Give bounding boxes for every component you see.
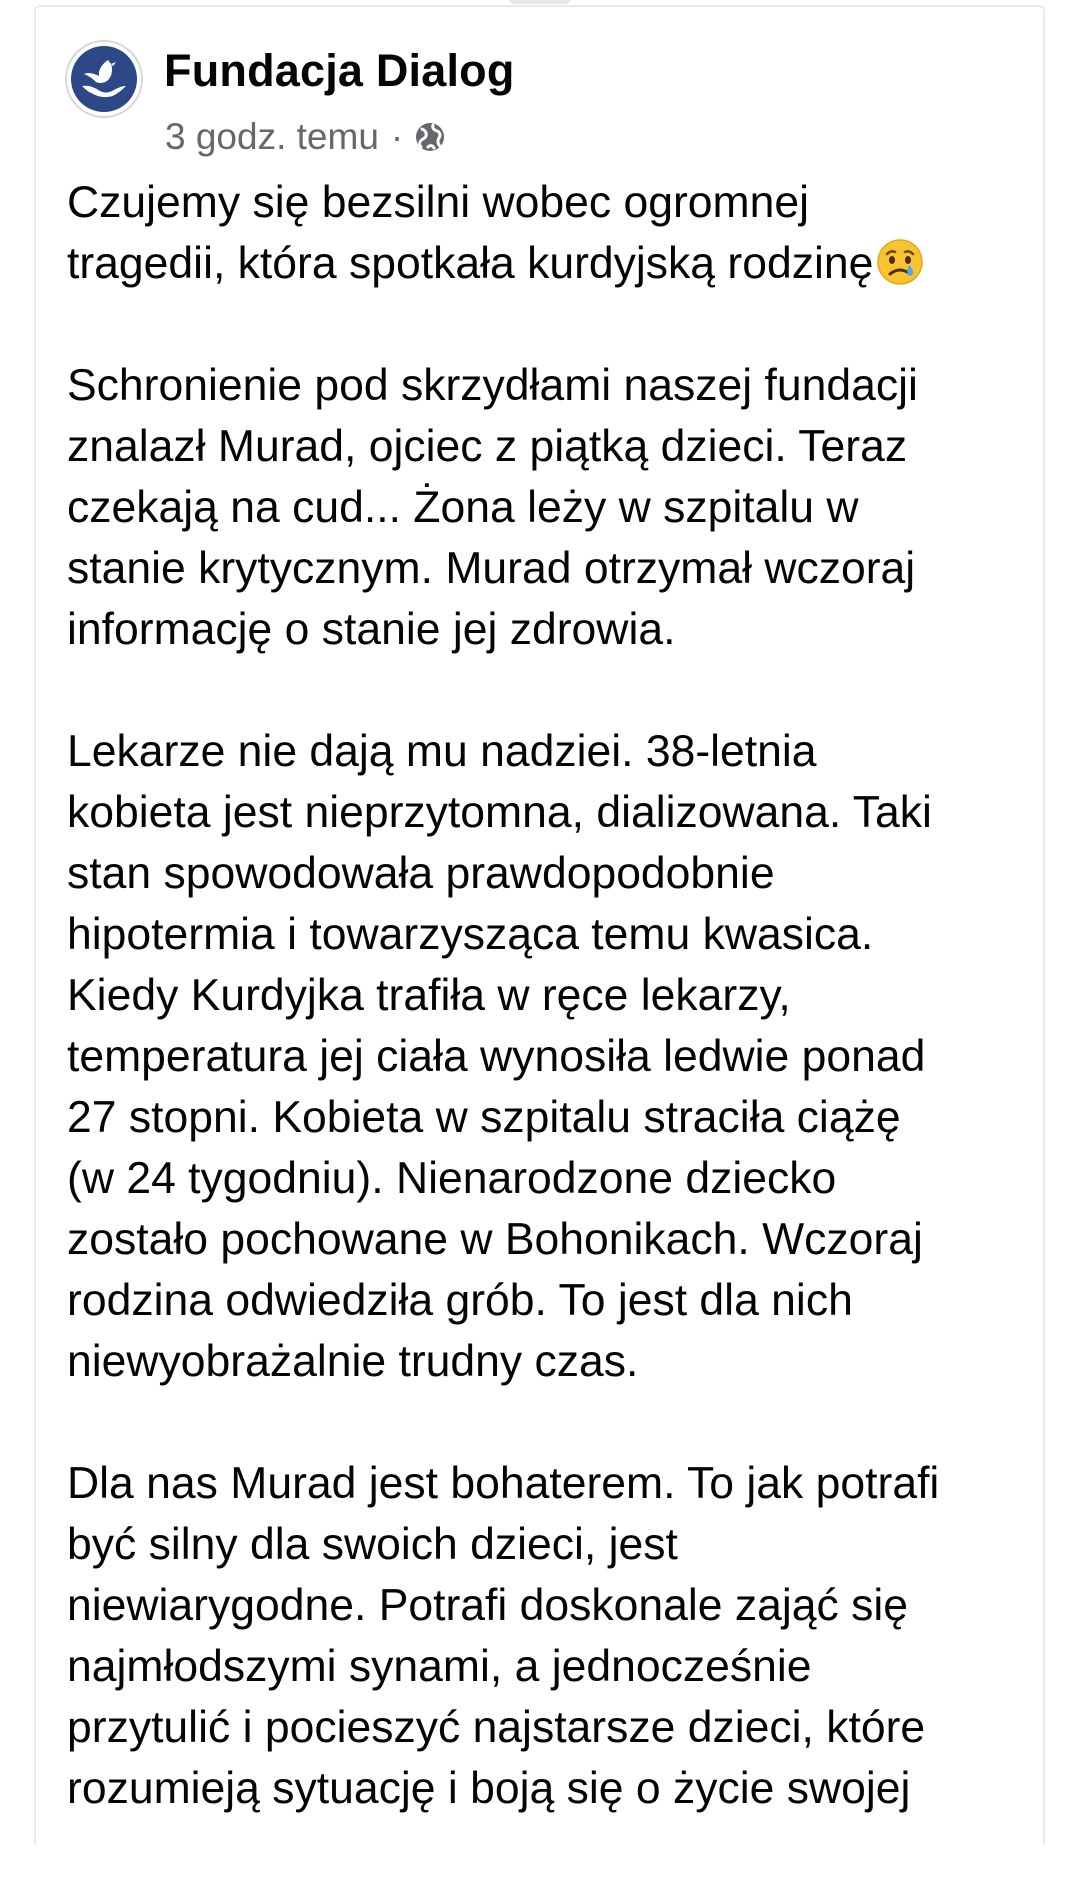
post-text: tragedii, która spotkała kurdyjską rodzinę — [67, 239, 874, 288]
post-text: Dla nas Murad jest bohaterem. To jak potrafi — [67, 1459, 940, 1508]
post-text-line — [67, 1026, 1047, 1087]
post-text: 27 stopni. Kobieta w szpitalu straciła ciążę — [67, 1093, 901, 1142]
post-text-line — [67, 538, 1047, 599]
globe-icon[interactable] — [413, 120, 447, 154]
post-text: stanie krytycznym. Murad otrzymał wczoraj — [67, 544, 916, 593]
post-text-line — [67, 1514, 1047, 1575]
post-text: hipotermia i towarzysząca temu kwasica. — [67, 910, 874, 959]
post-text-line — [67, 355, 1047, 416]
post-text: rozumieją sytuację i boją się o życie swojej — [67, 1764, 911, 1813]
post-text-line — [67, 1209, 1047, 1270]
post-text-line — [67, 1148, 1047, 1209]
post-paragraph — [67, 172, 1047, 294]
post-text: kobieta jest nieprzytomna, dializowana. Taki — [67, 788, 932, 837]
post-text-line — [67, 172, 1047, 233]
post-header — [65, 40, 965, 160]
post-timestamp[interactable]: 3 godz. temu — [165, 116, 379, 157]
post-text-line — [67, 1087, 1047, 1148]
post-text: temperatura jej ciała wynosiła ledwie ponad — [67, 1032, 926, 1081]
post-text-line — [67, 1758, 1047, 1819]
post-text: rodzina odwiedziła grób. To jest dla nich — [67, 1276, 853, 1325]
post-text: przytulić i pocieszyć najstarsze dzieci, które — [67, 1703, 926, 1752]
post-paragraph — [67, 721, 1047, 1392]
post-text-line — [67, 1636, 1047, 1697]
post-text-line — [67, 477, 1047, 538]
post-text: najmłodszymi synami, a jednocześnie — [67, 1642, 812, 1691]
post-card — [34, 5, 1045, 1845]
post-text-line — [67, 416, 1047, 477]
post-text-line — [67, 233, 1047, 294]
post-text-line — [67, 721, 1047, 782]
page-name[interactable]: Fundacja Dialog — [164, 45, 515, 96]
post-text: znalazł Murad, ojciec z piątką dzieci. Teraz — [67, 422, 908, 471]
post-text: informację o stanie jej zdrowia. — [67, 605, 676, 654]
post-text: być silny dla swoich dzieci, jest — [67, 1520, 678, 1569]
dove-hands-logo-icon — [71, 46, 137, 112]
crying-face-emoji-icon — [875, 237, 925, 287]
post-text-line — [67, 1575, 1047, 1636]
post-text: stan spowodowała prawdopodobnie — [67, 849, 775, 898]
post-text-line — [67, 1697, 1047, 1758]
post-text: niewyobrażalnie trudny czas. — [67, 1337, 639, 1386]
post-text: czekają na cud... Żona leży w szpitalu w — [67, 483, 859, 532]
post-paragraph — [67, 1453, 1047, 1819]
post-text: zostało pochowane w Bohonikach. Wczoraj — [67, 1215, 923, 1264]
post-text-line — [67, 599, 1047, 660]
meta-separator: · — [390, 116, 404, 157]
post-text-line — [67, 782, 1047, 843]
avatar[interactable] — [65, 40, 143, 118]
post-text: Schronienie pod skrzydłami naszej fundacji — [67, 361, 918, 410]
post-text-line — [67, 904, 1047, 965]
post-text: niewiarygodne. Potrafi doskonale zająć się — [67, 1581, 909, 1630]
post-text-line — [67, 1453, 1047, 1514]
post-text-line — [67, 843, 1047, 904]
post-text: Kiedy Kurdyjka trafiła w ręce lekarzy, — [67, 971, 791, 1020]
post-text: (w 24 tygodniu). Nienarodzone dziecko — [67, 1154, 837, 1203]
post-text-line — [67, 1270, 1047, 1331]
post-text-line — [67, 965, 1047, 1026]
post-paragraph — [67, 355, 1047, 660]
post-text-line — [67, 1331, 1047, 1392]
post-text: Lekarze nie dają mu nadziei. 38-letnia — [67, 727, 817, 776]
post-body — [67, 172, 1047, 1880]
post-text: Czujemy się bezsilni wobec ogromnej — [67, 178, 809, 227]
post-meta — [165, 116, 447, 158]
top-handle — [510, 0, 570, 4]
